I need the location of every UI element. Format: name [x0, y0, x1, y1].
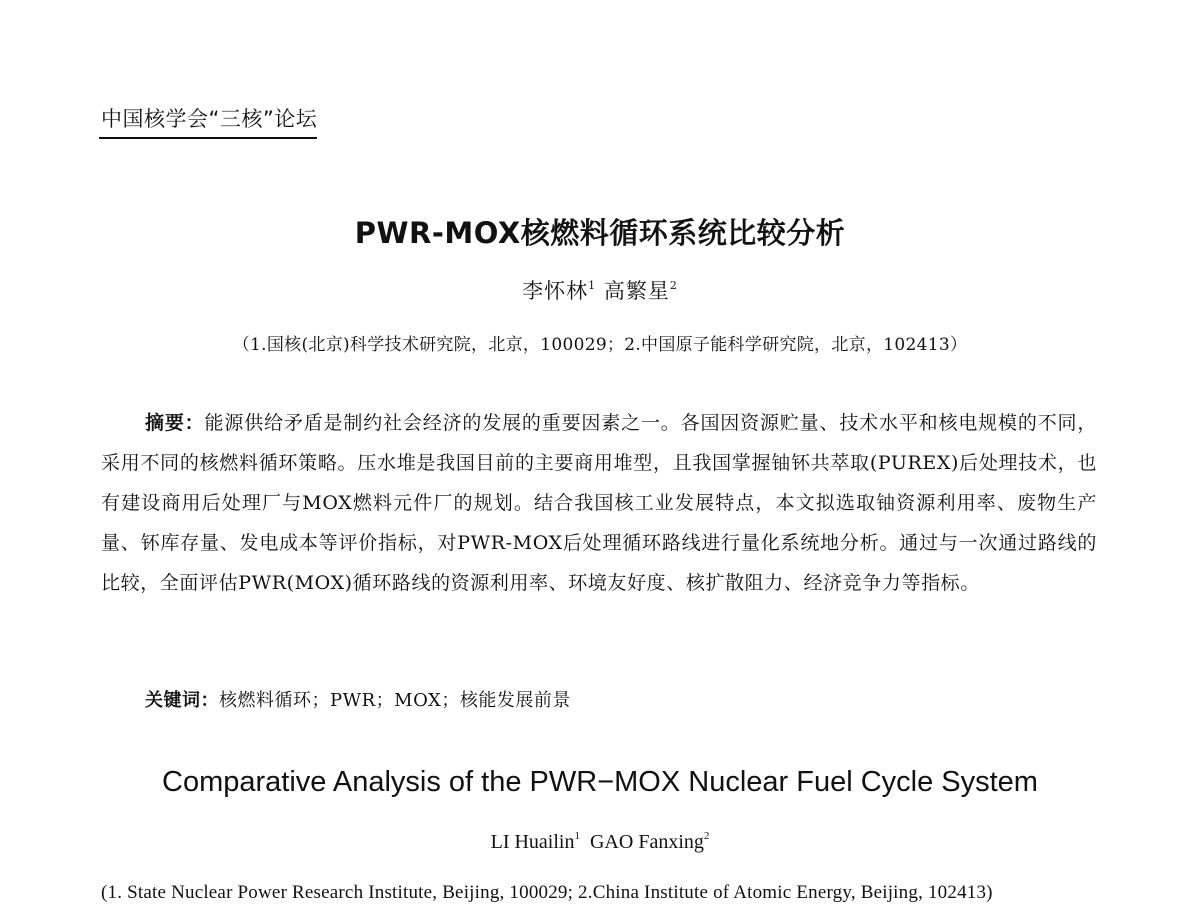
chinese-abstract: [101, 403, 1097, 603]
keywords-text: 核燃料循环；PWR；MOX；核能发展前景: [219, 690, 571, 711]
author-2-cn: 高繁星: [603, 279, 670, 303]
author-1-en: LI Huailin: [490, 831, 575, 853]
author-2-en-affil-mark: 2: [703, 830, 710, 842]
chinese-affiliation: （1.国核(北京)科学技术研究院，北京，100029；2.中国原子能科学研究院，北京，102413）: [232, 335, 968, 355]
english-authors: [0, 830, 1200, 854]
chinese-title: PWR-MOX核燃料循环系统比较分析: [354, 216, 846, 250]
keywords-label: 关键词：: [145, 690, 219, 711]
header-underline: [99, 137, 317, 139]
author-2-en: GAO Fanxing: [589, 831, 704, 853]
journal-header: 中国核学会“三核”论坛: [101, 107, 318, 131]
abstract-text: 能源供给矛盾是制约社会经济的发展的重要因素之一。各国因资源贮量、技术水平和核电规模的不同，采用不同的核燃料循环策略。压水堆是我国目前的主要商用堆型，且我国掌握铀钚共萃取(PUREX)后处理技术，也有建设商用后处理厂与MOX燃料元件厂的规划。结合我国核工业发展特点，本文拟选取铀资源利用率、废物生产量、钚库存量、发电成本等评价指标，对PWR-MOX后处理循环路线进行量化系统地分析。通过与一次通过路线的比较，全面评估PWR(MOX)循环路线的资源利用率、环境友好度、核扩散阻力、经济竞争力等指标。: [101, 412, 1097, 594]
english-title: Comparative Analysis of the PWR−MOX Nuclear Fuel Cycle System: [162, 766, 1038, 798]
chinese-keywords: [145, 686, 571, 712]
author-1-en-affil-mark: 1: [574, 830, 580, 842]
abstract-label: 摘要：: [145, 412, 205, 434]
author-1-cn-affil-mark: 1: [588, 279, 597, 292]
author-1-cn: 李怀林: [522, 279, 589, 303]
chinese-authors: [0, 275, 1200, 305]
author-2-cn-affil-mark: 2: [669, 279, 678, 292]
english-affiliation: (1. State Nuclear Power Research Institute, Beijing, 100029; 2.China Institute of Atomic Energy, Beijing, 102413): [101, 882, 993, 903]
